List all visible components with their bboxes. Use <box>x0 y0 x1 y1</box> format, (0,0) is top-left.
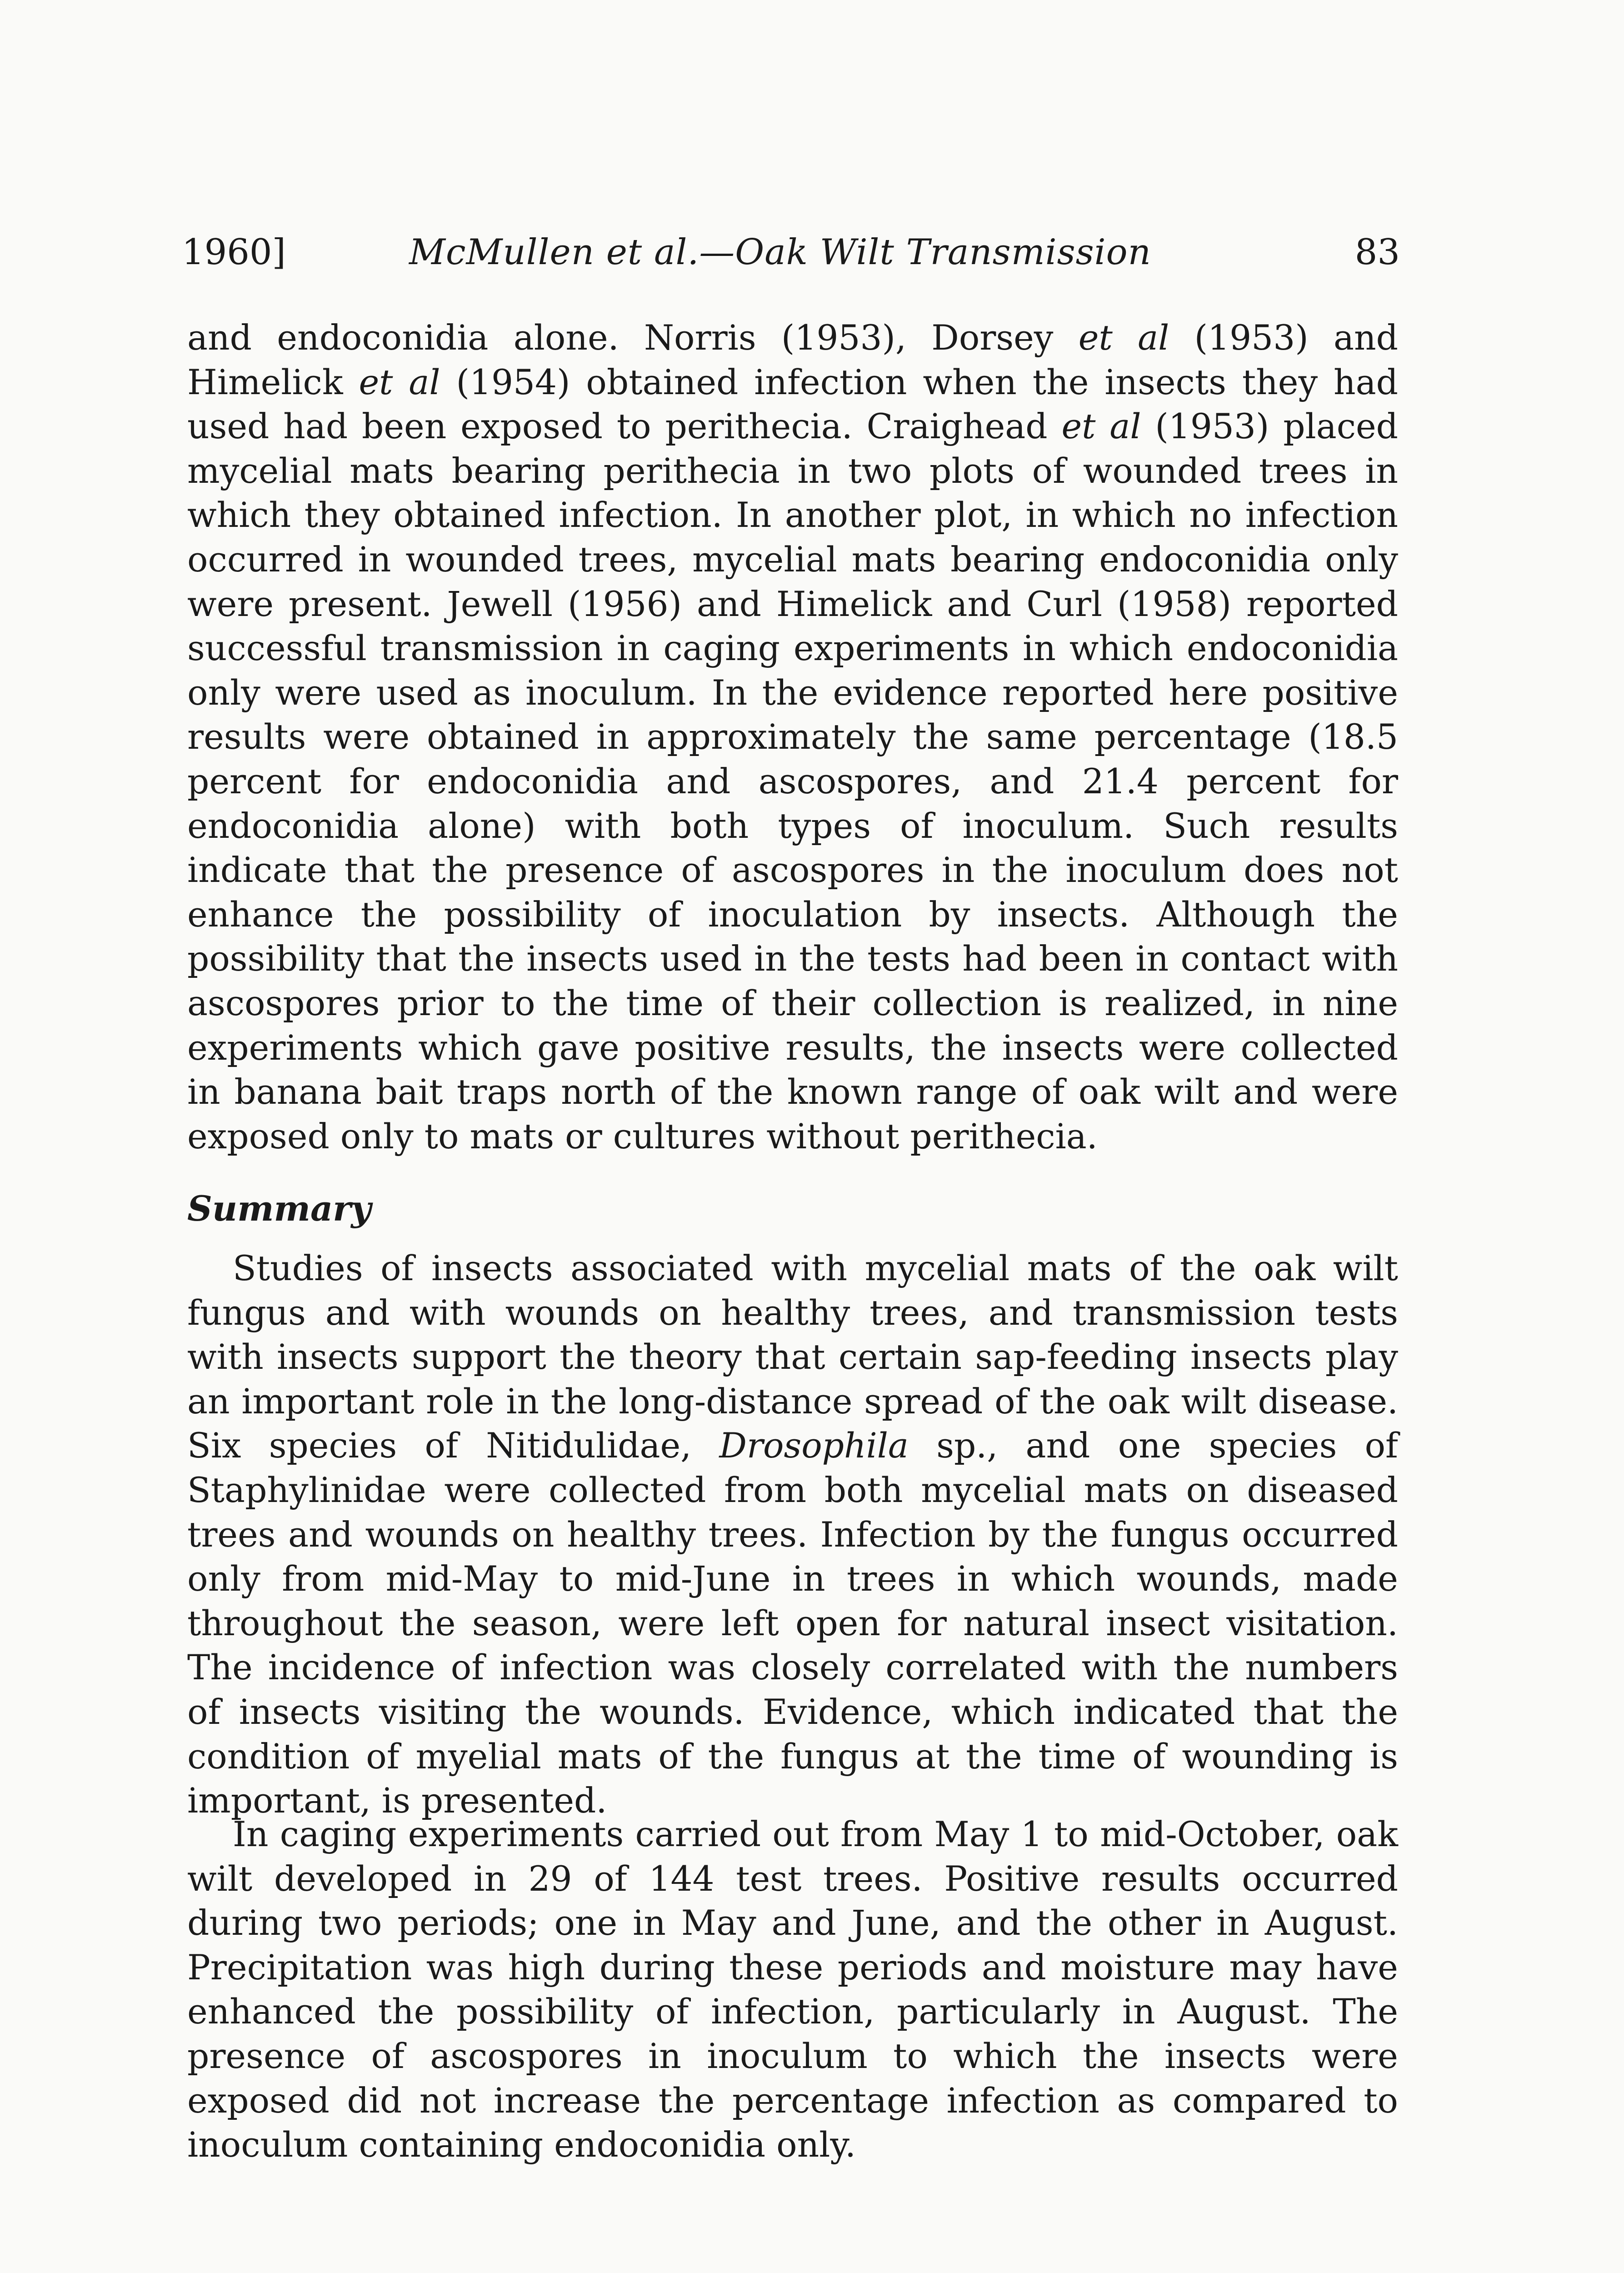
text-run: Studies of insects associated with mycelial mats of the oak wilt fungus and with wounds on healthy trees, and transmission tests with insects support the theory that certain sap-feeding insects play an important role in the long-distance spread of the oak wilt disease. Six species of Nitidulidae, <box>187 1248 1398 1466</box>
summary-heading: Summary <box>187 1188 371 1229</box>
summary-paragraph-1 <box>187 1247 1398 1823</box>
running-header <box>182 227 1400 277</box>
summary-paragraph-2: In caging experiments carried out from May 1 to mid-October, oak wilt developed in 29 of 144 test trees. Positive results occurred during two periods; one in May and June, and the other in August. Precipitation was high during these periods and moisture may have enhanced the possibility of infection, particularly in August. The presence of ascospores in inoculum to which the insects were exposed did not increase the percentage infection as compared to inoculum containing endoconidia only. <box>187 1814 1398 2165</box>
italic-text-run: Drosophila <box>719 1426 909 1466</box>
italic-text-run: et al <box>359 362 440 402</box>
header-title: McMullen et al.—Oak Wilt Transmission <box>409 232 1151 273</box>
italic-text-run: et al <box>1061 406 1141 447</box>
continuation-paragraph <box>187 316 1398 1159</box>
text-run: (1953) placed mycelial mats bearing perithecia in two plots of wounded trees in which they obtained infection. In another plot, in which no infection occurred in wounded trees, mycelial mats bearing endoconidia only were present. Jewell (1956) and Himelick and Curl (1958) reported successful transmission in caging experiments in which endoconidia only were used as inoculum. In the evidence reported here positive results were obtained in approximately the same percentage (18.5 percent for endoconidia and ascospores, and 21.4 percent for endoconidia alone) with both types of inoculum. Such results indicate that the presence of ascospores in the inoculum does not enhance the possibility of inoculation by insects. Although the possibility that the insects used in the tests had been in contact with ascospores prior to the time of their collection is realized, in nine experiments which gave positive results, the insects were collected in banana bait traps north of the known range of oak wilt and were exposed only to mats or cultures without perithecia. <box>187 406 1399 1157</box>
page-number: 83 <box>1354 232 1400 273</box>
text-run: (1953) and Himelick <box>187 318 1398 402</box>
text-run: (1954) obtained infection when the insects they had used had been exposed to perithecia. Craighead <box>187 362 1398 447</box>
italic-text-run: et al <box>1078 318 1169 358</box>
text-run: and endoconidia alone. Norris (1953), Dorsey <box>187 318 1079 358</box>
header-year: 1960] <box>182 232 286 273</box>
text-run: sp., and one species of Staphylinidae were collected from both mycelial mats on diseased trees and wounds on healthy trees. Infection by the fungus occurred only from mid-May to mid-June in trees in which wounds, made throughout the season, were left open for natural insect visitation. The incidence of infection was closely correlated with the numbers of insects visiting the wounds. Evidence, which indicated that the condition of myelial mats of the fungus at the time of wounding is important, is presented. <box>187 1426 1398 1821</box>
